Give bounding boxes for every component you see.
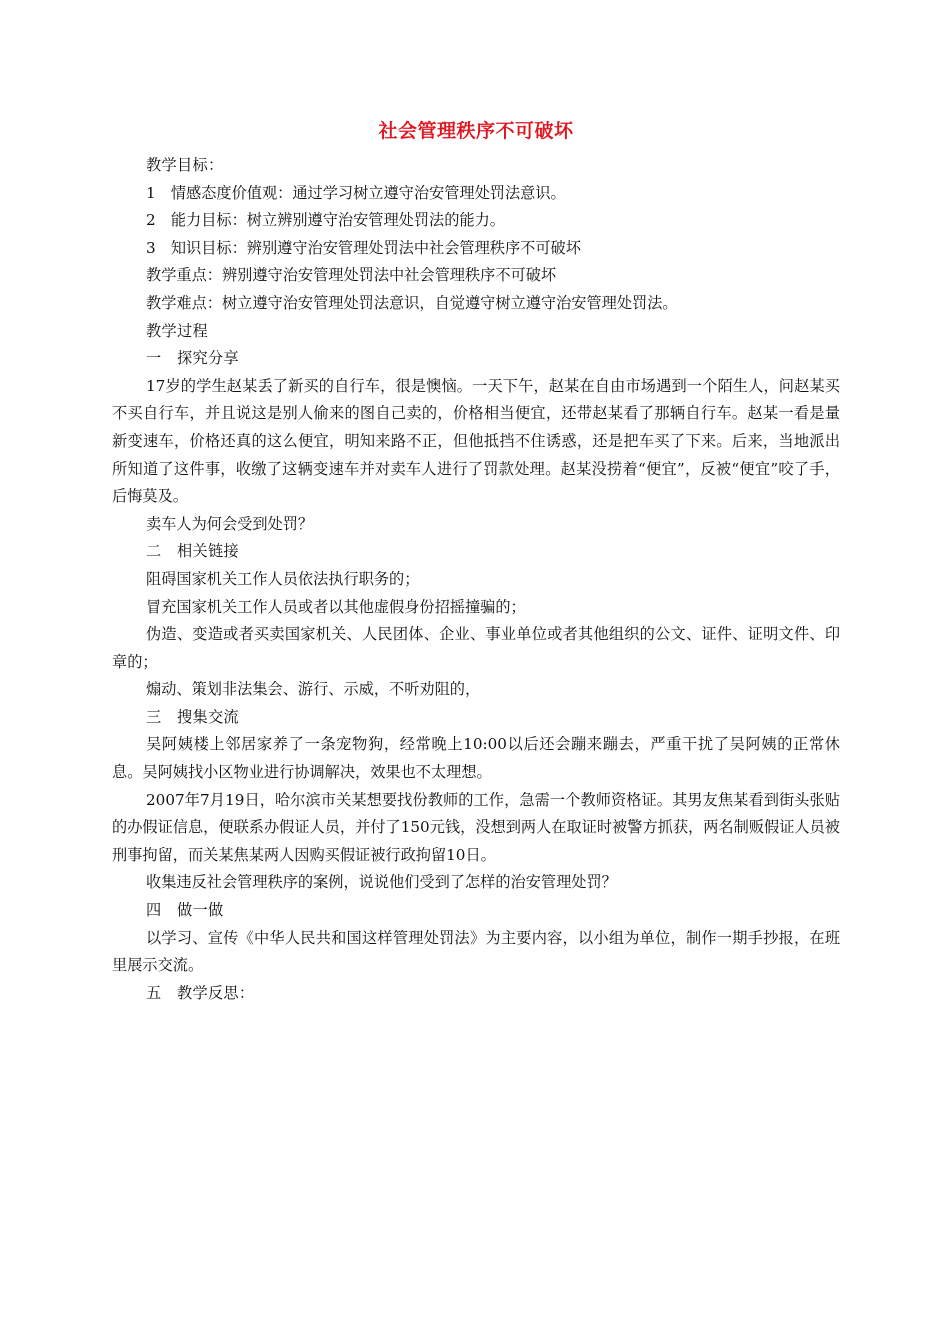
teaching-difficulty: 教学难点：树立遵守治安管理处罚法意识，自觉遵守树立遵守治安管理处罚法。	[146, 293, 678, 312]
section-1-heading: 一 探究分享	[146, 349, 239, 368]
teaching-focus: 教学重点：辨别遵守治安管理处罚法中社会管理秩序不可破坏	[146, 266, 557, 285]
section-4-heading: 四 做一做	[146, 901, 224, 920]
section-1-story: 17岁的学生赵某丢了新买的自行车，很是懊恼。一天下午，赵某在自由市场遇到一个陌生人，问赵某买不买自行车，并且说这是别人偷来的图自己卖的，价格相当便宜，还带赵某看了那辆自行车。赵某一看是量新变速车，价格还真的这么便宜，明知来路不正，但他抵挡不住诱惑，还是把车买了下来。后来，当地派出所知道了这件事，收缴了这辆变速车并对卖车人进行了罚款处理。赵某没捞着“便宜”，反被“便宜”咬了手，后悔莫及。	[112, 376, 840, 506]
section-4-task: 以学习、宣传《中华人民共和国这样管理处罚法》为主要内容，以小组为单位，制作一期手抄报，在班里展示交流。	[112, 928, 840, 975]
goal-item-2: 2 能力目标：树立辨别遵守治安管理处罚法的能力。	[146, 211, 505, 230]
section-2-item-2: 冒充国家机关工作人员或者以其他虚假身份招摇撞骗的；	[146, 597, 526, 616]
section-5-heading: 五 教学反思：	[146, 983, 255, 1002]
document-page	[112, 118, 840, 1007]
section-2-item-3: 伪造、变造或者买卖国家机关、人民团体、企业、事业单位或者其他组织的公文、证件、证明文件、印章的；	[112, 625, 840, 671]
section-3-case-1: 吴阿姨楼上邻居家养了一条宠物狗，经常晚上10:00以后还会蹦来蹦去，严重干扰了吴阿姨的正常休息。吴阿姨找小区物业进行协调解决，效果也不太理想。	[112, 735, 840, 782]
section-2-heading: 二 相关链接	[146, 542, 239, 561]
document-title: 社会管理秩序不可破坏	[378, 120, 574, 142]
section-3-question: 收集违反社会管理秩序的案例，说说他们受到了怎样的治安管理处罚？	[146, 873, 617, 892]
goal-item-3: 3 知识目标：辨别遵守治安管理处罚法中社会管理秩序不可破坏	[146, 238, 581, 257]
teaching-goals-heading: 教学目标：	[146, 156, 224, 174]
section-3-case-2: 2007年7月19日，哈尔滨市关某想要找份教师的工作，急需一个教师资格证。其男友焦某看到街头张贴的办假证信息，便联系办假证人员，并付了150元钱，没想到两人在取证时被警方抓获，两名制贩假证人员被刑事拘留，而关某焦某两人因购买假证被行政拘留10日。	[112, 790, 840, 864]
section-1-question: 卖车人为何会受到处罚？	[146, 514, 314, 533]
section-2-item-1: 阻碍国家机关工作人员依法执行职务的；	[146, 569, 420, 588]
section-2-item-4: 煽动、策划非法集会、游行、示威，不听劝阻的，	[146, 680, 481, 699]
goal-item-1: 1 情感态度价值观：通过学习树立遵守治安管理处罚法意识。	[146, 183, 566, 202]
teaching-process-heading: 教学过程	[146, 321, 208, 340]
section-3-heading: 三 搜集交流	[146, 707, 239, 726]
